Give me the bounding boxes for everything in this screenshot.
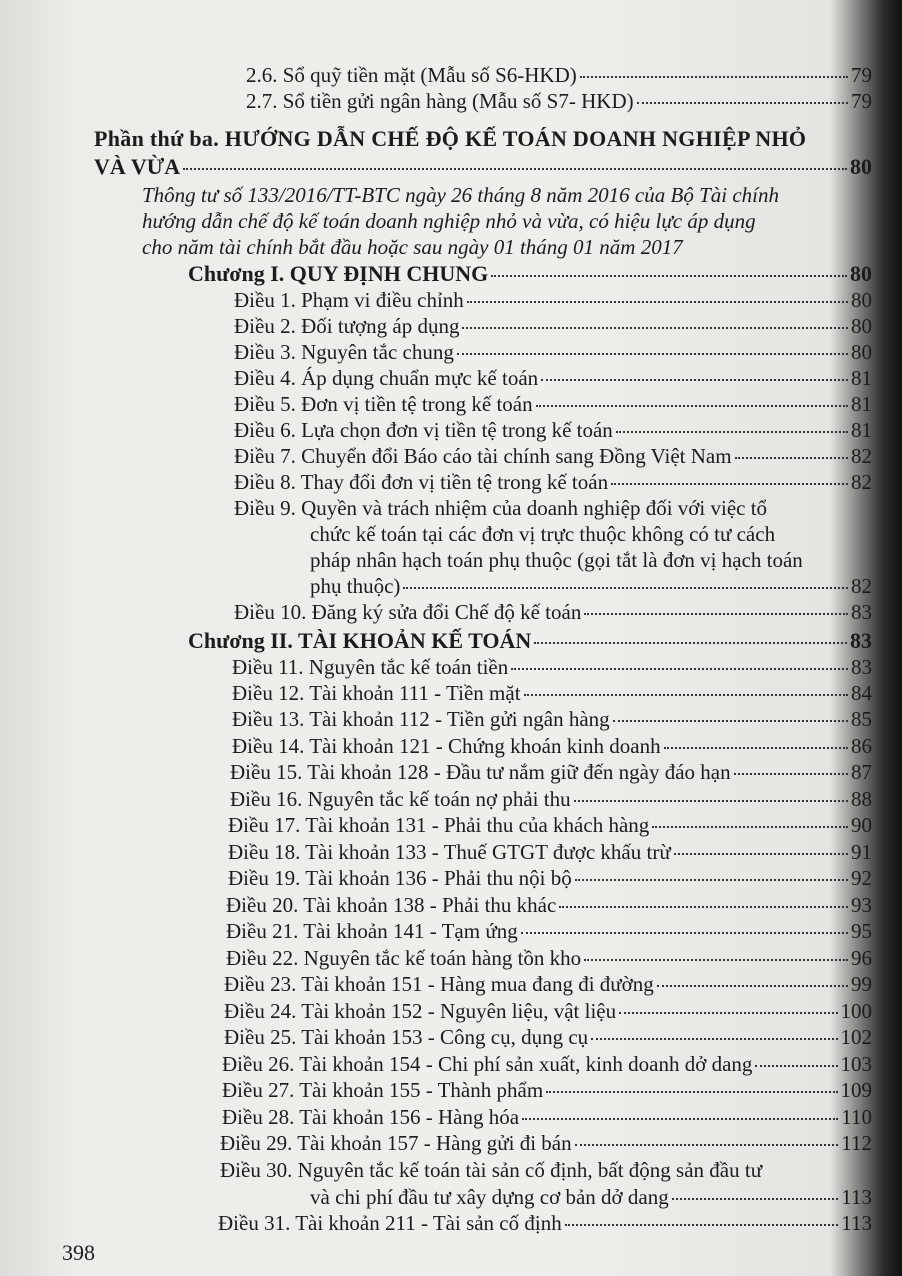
entry-text: Điều 28. Tài khoản 156 - Hàng hóa xyxy=(222,1105,520,1129)
part-title-line2 xyxy=(94,154,872,180)
entry-page: 85 xyxy=(851,707,872,731)
dot-leader xyxy=(457,353,848,355)
dot-leader xyxy=(657,985,848,987)
entry-page: 86 xyxy=(851,734,872,758)
toc-article-10 xyxy=(234,599,872,625)
toc-article xyxy=(234,287,872,313)
toc-article xyxy=(234,339,872,365)
entry-page: 95 xyxy=(851,919,872,943)
entry-text: Điều 29. Tài khoản 157 - Hàng gửi đi bán xyxy=(220,1131,572,1155)
dot-leader xyxy=(735,457,848,459)
dot-leader xyxy=(672,1198,839,1200)
entry-text: Điều 24. Tài khoản 152 - Nguyên liệu, vật liệu xyxy=(224,999,617,1023)
toc-article xyxy=(222,1104,872,1130)
dot-leader xyxy=(619,1012,837,1014)
toc-article xyxy=(224,998,872,1024)
entry-page: 81 xyxy=(851,392,872,416)
toc-article xyxy=(228,839,872,865)
entry-page: 113 xyxy=(841,1185,872,1209)
circular-line2: hướng dẫn chế độ kế toán doanh nghiệp nhỏ và vừa, có hiệu lực áp dụng xyxy=(142,209,756,233)
toc-article xyxy=(232,654,872,680)
dot-leader xyxy=(491,275,847,277)
entry-text: phụ thuộc) xyxy=(310,574,401,598)
dot-leader xyxy=(584,613,848,615)
toc-article xyxy=(228,865,872,891)
entry-text: Điều 16. Nguyên tắc kế toán nợ phải thu xyxy=(230,787,571,811)
toc-article xyxy=(232,706,872,732)
dot-leader xyxy=(511,668,848,670)
entry-page: 82 xyxy=(851,574,872,598)
article30-line2 xyxy=(310,1184,872,1210)
entry-page: 80 xyxy=(851,288,872,312)
dot-leader xyxy=(580,76,848,78)
entry-text: Điều 12. Tài khoản 111 - Tiền mặt xyxy=(232,681,521,705)
entry-text: Điều 26. Tài khoản 154 - Chi phí sản xuất, kinh doanh dở dang xyxy=(222,1052,753,1076)
dot-leader xyxy=(462,327,848,329)
entry-text: VÀ VỪA xyxy=(94,154,181,179)
article9-line4 xyxy=(310,573,872,599)
entry-text: Chương I. QUY ĐỊNH CHUNG xyxy=(188,261,489,286)
entry-text: Điều 21. Tài khoản 141 - Tạm ứng xyxy=(226,919,518,943)
entry-text: Điều 3. Nguyên tắc chung xyxy=(234,340,454,364)
toc-article xyxy=(222,1077,872,1103)
entry-text: Điều 7. Chuyển đổi Báo cáo tài chính sang Đồng Việt Nam xyxy=(234,444,732,468)
toc-article xyxy=(234,365,872,391)
entry-text: Chương II. TÀI KHOẢN KẾ TOÁN xyxy=(188,628,532,653)
toc-entry-2-7 xyxy=(246,88,872,114)
dot-leader xyxy=(183,168,847,170)
chapter1-heading xyxy=(188,261,872,287)
article9-line1: Điều 9. Quyền và trách nhiệm của doanh nghiệp đối với việc tổ xyxy=(234,496,768,520)
entry-page: 80 xyxy=(851,314,872,338)
toc-article xyxy=(222,1051,872,1077)
entry-page: 90 xyxy=(851,813,872,837)
entry-text: 2.6. Sổ quỹ tiền mặt (Mẫu số S6-HKD) xyxy=(246,63,577,87)
entry-page: 83 xyxy=(851,600,872,624)
entry-page: 80 xyxy=(850,154,872,179)
entry-text: Điều 19. Tài khoản 136 - Phải thu nội bộ xyxy=(228,866,572,890)
entry-page: 102 xyxy=(840,1025,872,1049)
dot-leader xyxy=(536,405,848,407)
toc-article xyxy=(226,945,872,971)
dot-leader xyxy=(522,1118,838,1120)
entry-text: Điều 25. Tài khoản 153 - Công cụ, dụng cụ xyxy=(224,1025,589,1049)
part-title-line1: Phần thứ ba. HƯỚNG DẪN CHẾ ĐỘ KẾ TOÁN DOANH NGHIỆP NHỎ xyxy=(94,126,807,151)
entry-text: Điều 23. Tài khoản 151 - Hàng mua đang đi đường xyxy=(224,972,654,996)
entry-text: Điều 13. Tài khoản 112 - Tiền gửi ngân hàng xyxy=(232,707,610,731)
entry-page: 92 xyxy=(851,866,872,890)
entry-page: 109 xyxy=(840,1078,872,1102)
circular-line3: cho năm tài chính bắt đầu hoặc sau ngày 01 tháng 01 năm 2017 xyxy=(142,235,683,259)
dot-leader xyxy=(584,959,848,961)
entry-page: 81 xyxy=(851,366,872,390)
entry-page: 82 xyxy=(851,444,872,468)
toc-article xyxy=(220,1130,872,1156)
entry-text: Điều 2. Đối tượng áp dụng xyxy=(234,314,460,338)
dot-leader xyxy=(559,906,848,908)
chapter2-heading xyxy=(188,628,872,654)
entry-text: Điều 1. Phạm vi điều chỉnh xyxy=(234,288,464,312)
toc-article xyxy=(230,759,872,785)
toc-article xyxy=(232,680,872,706)
dot-leader xyxy=(637,102,848,104)
toc-article xyxy=(230,786,872,812)
dot-leader xyxy=(467,301,848,303)
dot-leader xyxy=(521,932,848,934)
entry-page: 88 xyxy=(851,787,872,811)
toc-article xyxy=(234,417,872,443)
dot-leader xyxy=(664,747,848,749)
entry-page: 79 xyxy=(851,63,872,87)
entry-text: Điều 17. Tài khoản 131 - Phải thu của khách hàng xyxy=(228,813,650,837)
entry-page: 83 xyxy=(851,655,872,679)
dot-leader xyxy=(541,379,848,381)
entry-text: Điều 27. Tài khoản 155 - Thành phẩm xyxy=(222,1078,544,1102)
entry-page: 112 xyxy=(841,1131,872,1155)
toc-article xyxy=(234,313,872,339)
entry-page: 81 xyxy=(851,418,872,442)
entry-text: Điều 15. Tài khoản 128 - Đầu tư nắm giữ đến ngày đáo hạn xyxy=(230,760,731,784)
entry-text: Điều 22. Nguyên tắc kế toán hàng tồn kho xyxy=(226,946,582,970)
entry-page: 79 xyxy=(851,89,872,113)
dot-leader xyxy=(574,800,848,802)
entry-text: Điều 18. Tài khoản 133 - Thuế GTGT được khấu trừ xyxy=(228,840,671,864)
entry-text: Điều 11. Nguyên tắc kế toán tiền xyxy=(232,655,509,679)
entry-page: 110 xyxy=(841,1105,872,1129)
entry-text: Điều 4. Áp dụng chuẩn mực kế toán xyxy=(234,366,539,390)
toc-article-31 xyxy=(218,1210,872,1236)
dot-leader xyxy=(652,826,848,828)
article30-line1: Điều 30. Nguyên tắc kế toán tài sản cố định, bất động sản đầu tư xyxy=(220,1158,763,1182)
toc-article xyxy=(226,918,872,944)
entry-text: 2.7. Sổ tiền gửi ngân hàng (Mẫu số S7- HKD) xyxy=(246,89,634,113)
dot-leader xyxy=(403,587,848,589)
toc-entry-2-6 xyxy=(246,62,872,88)
entry-page: 113 xyxy=(841,1211,872,1235)
toc-article xyxy=(228,812,872,838)
dot-leader xyxy=(565,1224,839,1226)
toc-article xyxy=(234,469,872,495)
toc-article xyxy=(224,971,872,997)
entry-page: 100 xyxy=(840,999,872,1023)
toc-article xyxy=(226,892,872,918)
entry-text: và chi phí đầu tư xây dựng cơ bản dở dang xyxy=(310,1185,669,1209)
entry-page: 82 xyxy=(851,470,872,494)
entry-text: Điều 8. Thay đổi đơn vị tiền tệ trong kế toán xyxy=(234,470,609,494)
article9-line3: pháp nhân hạch toán phụ thuộc (gọi tắt là đơn vị hạch toán xyxy=(310,548,803,572)
dot-leader xyxy=(524,694,848,696)
dot-leader xyxy=(734,773,848,775)
circular-line1: Thông tư số 133/2016/TT-BTC ngày 26 tháng 8 năm 2016 của Bộ Tài chính xyxy=(142,183,780,207)
entry-page: 103 xyxy=(840,1052,872,1076)
entry-text: Điều 20. Tài khoản 138 - Phải thu khác xyxy=(226,893,557,917)
entry-page: 93 xyxy=(851,893,872,917)
article9-line2: chức kế toán tại các đơn vị trực thuộc không có tư cách xyxy=(310,522,776,546)
toc-article xyxy=(234,443,872,469)
entry-page: 80 xyxy=(850,261,872,286)
dot-leader xyxy=(674,853,848,855)
dot-leader xyxy=(575,1144,839,1146)
dot-leader xyxy=(575,879,848,881)
dot-leader xyxy=(611,483,848,485)
entry-page: 83 xyxy=(850,628,872,653)
dot-leader xyxy=(546,1091,837,1093)
dot-leader xyxy=(616,431,848,433)
entry-text: Điều 31. Tài khoản 211 - Tài sản cố định xyxy=(218,1211,562,1235)
entry-page: 99 xyxy=(851,972,872,996)
dot-leader xyxy=(591,1038,837,1040)
dot-leader xyxy=(755,1065,837,1067)
dot-leader xyxy=(613,720,848,722)
entry-text: Điều 6. Lựa chọn đơn vị tiền tệ trong kế toán xyxy=(234,418,613,442)
page-number: 398 xyxy=(62,1240,95,1265)
entry-text: Điều 14. Tài khoản 121 - Chứng khoán kinh doanh xyxy=(232,734,661,758)
dot-leader xyxy=(534,642,847,644)
toc-article xyxy=(232,733,872,759)
toc-article xyxy=(234,391,872,417)
toc-article xyxy=(224,1024,872,1050)
entry-page: 80 xyxy=(851,340,872,364)
entry-text: Điều 5. Đơn vị tiền tệ trong kế toán xyxy=(234,392,533,416)
entry-page: 91 xyxy=(851,840,872,864)
entry-page: 87 xyxy=(851,760,872,784)
entry-text: Điều 10. Đăng ký sửa đổi Chế độ kế toán xyxy=(234,600,582,624)
entry-page: 84 xyxy=(851,681,872,705)
entry-page: 96 xyxy=(851,946,872,970)
